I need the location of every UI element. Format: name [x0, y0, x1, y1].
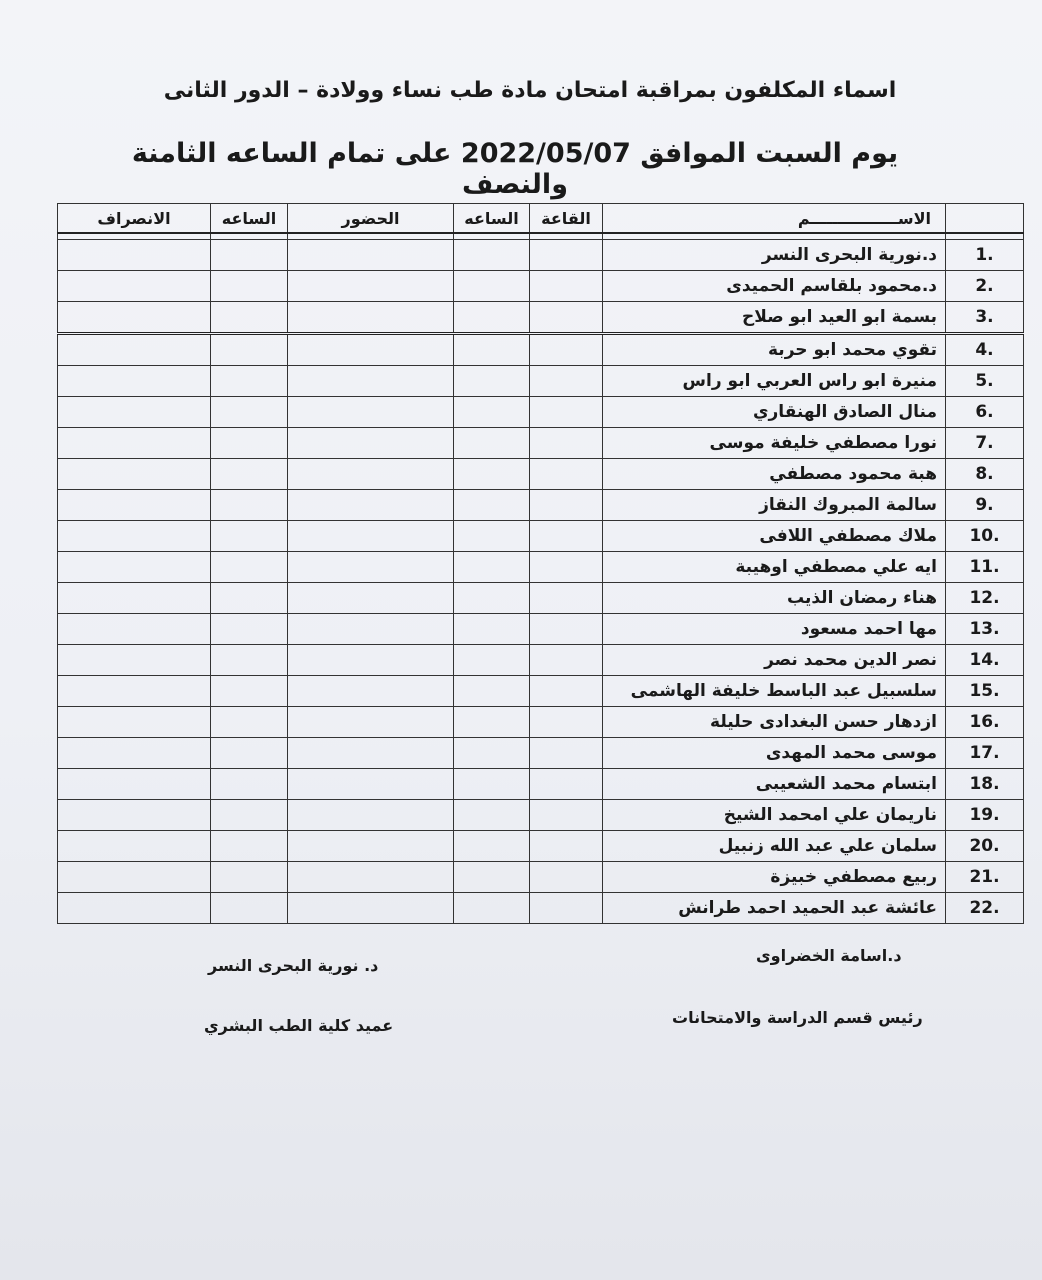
row-hour2-cell — [211, 459, 288, 490]
row-hour2-cell — [211, 240, 288, 271]
table-row — [58, 240, 1024, 271]
row-number: 22. — [946, 893, 1024, 924]
row-number: 12. — [946, 583, 1024, 614]
row-attendance-cell — [288, 366, 454, 397]
row-departure-cell — [58, 490, 211, 521]
row-hall-cell — [530, 521, 603, 552]
row-hour2-cell — [211, 862, 288, 893]
row-hall-cell — [530, 583, 603, 614]
row-hour1-cell — [454, 769, 530, 800]
row-hour1-cell — [454, 302, 530, 334]
row-hour2-cell — [211, 583, 288, 614]
row-attendance-cell — [288, 271, 454, 302]
row-attendance-cell — [288, 738, 454, 769]
row-hall-cell — [530, 366, 603, 397]
row-name: سلمان علي عبد الله زنبيل — [603, 831, 946, 862]
row-attendance-cell — [288, 893, 454, 924]
table-row — [58, 800, 1024, 831]
row-hall-cell — [530, 769, 603, 800]
table-row — [58, 769, 1024, 800]
row-departure-cell — [58, 397, 211, 428]
row-hour2-cell — [211, 800, 288, 831]
row-departure-cell — [58, 302, 211, 334]
table-row — [58, 738, 1024, 769]
row-hour1-cell — [454, 490, 530, 521]
row-hall-cell — [530, 552, 603, 583]
row-attendance-cell — [288, 428, 454, 459]
row-number: 15. — [946, 676, 1024, 707]
row-name: ملاك مصطفي اللافى — [603, 521, 946, 552]
row-hour1-cell — [454, 862, 530, 893]
row-departure-cell — [58, 893, 211, 924]
row-hour1-cell — [454, 397, 530, 428]
row-number: 7. — [946, 428, 1024, 459]
document-subtitle-date: يوم السبت الموافق 2022/05/07 على تمام الساعه الثامنة والنصف — [131, 138, 899, 200]
row-hall-cell — [530, 800, 603, 831]
row-name: نورا مصطفي خليفة موسى — [603, 428, 946, 459]
row-number: 11. — [946, 552, 1024, 583]
col-hour1-header: الساعه — [454, 204, 530, 234]
row-number: 21. — [946, 862, 1024, 893]
row-attendance-cell — [288, 302, 454, 334]
row-name: د.محمود بلقاسم الحميدى — [603, 271, 946, 302]
row-hour1-cell — [454, 240, 530, 271]
table-body — [58, 233, 1024, 924]
row-name: عائشة عبد الحميد احمد طرانش — [603, 893, 946, 924]
row-hour1-cell — [454, 831, 530, 862]
col-name-header: الاســــــــــــــــم — [603, 204, 946, 234]
row-number: 5. — [946, 366, 1024, 397]
row-attendance-cell — [288, 490, 454, 521]
row-hour2-cell — [211, 271, 288, 302]
row-name: هناء رمضان الذيب — [603, 583, 946, 614]
row-hall-cell — [530, 490, 603, 521]
row-departure-cell — [58, 800, 211, 831]
department-head-title: رئيس قسم الدراسة والامتحانات — [672, 1008, 923, 1027]
row-hall-cell — [530, 893, 603, 924]
row-hour1-cell — [454, 583, 530, 614]
row-hall-cell — [530, 271, 603, 302]
row-name: منيرة ابو راس العربي ابو راس — [603, 366, 946, 397]
row-hour2-cell — [211, 893, 288, 924]
table-row — [58, 583, 1024, 614]
row-attendance-cell — [288, 397, 454, 428]
row-attendance-cell — [288, 521, 454, 552]
row-hall-cell — [530, 397, 603, 428]
row-number: 2. — [946, 271, 1024, 302]
row-name: هبة محمود مصطفي — [603, 459, 946, 490]
table-row — [58, 428, 1024, 459]
table-row — [58, 862, 1024, 893]
row-number: 8. — [946, 459, 1024, 490]
row-hall-cell — [530, 676, 603, 707]
table-row — [58, 366, 1024, 397]
table-row — [58, 831, 1024, 862]
row-hall-cell — [530, 428, 603, 459]
row-departure-cell — [58, 769, 211, 800]
row-number: 10. — [946, 521, 1024, 552]
table-row — [58, 521, 1024, 552]
table-row — [58, 490, 1024, 521]
invigilators-table — [57, 203, 1024, 924]
row-departure-cell — [58, 583, 211, 614]
row-departure-cell — [58, 334, 211, 366]
row-name: ابتسام محمد الشعيبى — [603, 769, 946, 800]
row-hour2-cell — [211, 302, 288, 334]
row-departure-cell — [58, 552, 211, 583]
row-name: نصر الدين محمد نصر — [603, 645, 946, 676]
table-row — [58, 552, 1024, 583]
row-hour2-cell — [211, 397, 288, 428]
row-hall-cell — [530, 707, 603, 738]
row-departure-cell — [58, 366, 211, 397]
col-attendance-header: الحضور — [288, 204, 454, 234]
row-hour2-cell — [211, 490, 288, 521]
row-number: 17. — [946, 738, 1024, 769]
row-hall-cell — [530, 614, 603, 645]
table-row — [58, 676, 1024, 707]
row-hour2-cell — [211, 614, 288, 645]
department-head-name: د.اسامة الخضراوى — [756, 946, 902, 965]
row-name: مها احمد مسعود — [603, 614, 946, 645]
row-hall-cell — [530, 738, 603, 769]
row-name: موسى محمد المهدى — [603, 738, 946, 769]
table-row — [58, 645, 1024, 676]
row-name: ربيع مصطفي خبيزة — [603, 862, 946, 893]
row-hall-cell — [530, 831, 603, 862]
row-hour1-cell — [454, 521, 530, 552]
row-departure-cell — [58, 831, 211, 862]
row-name: ازدهار حسن البغدادى حليلة — [603, 707, 946, 738]
row-hall-cell — [530, 862, 603, 893]
row-name: تقوي محمد ابو حربة — [603, 334, 946, 366]
row-name: منال الصادق الهنقاري — [603, 397, 946, 428]
row-hour1-cell — [454, 738, 530, 769]
row-departure-cell — [58, 645, 211, 676]
row-hall-cell — [530, 459, 603, 490]
row-attendance-cell — [288, 769, 454, 800]
table-row — [58, 397, 1024, 428]
row-hour1-cell — [454, 552, 530, 583]
row-hour1-cell — [454, 893, 530, 924]
row-hour2-cell — [211, 552, 288, 583]
row-hour1-cell — [454, 707, 530, 738]
row-hour1-cell — [454, 428, 530, 459]
row-attendance-cell — [288, 800, 454, 831]
row-hour1-cell — [454, 800, 530, 831]
row-attendance-cell — [288, 334, 454, 366]
dean-name: د. نورية البحرى النسر — [208, 956, 379, 975]
row-number: 13. — [946, 614, 1024, 645]
row-hour1-cell — [454, 676, 530, 707]
row-hour2-cell — [211, 831, 288, 862]
table-row — [58, 893, 1024, 924]
row-hour1-cell — [454, 459, 530, 490]
row-departure-cell — [58, 707, 211, 738]
row-hour1-cell — [454, 271, 530, 302]
row-hour2-cell — [211, 428, 288, 459]
table-header-row — [58, 204, 1024, 234]
row-hall-cell — [530, 302, 603, 334]
row-name: سلسبيل عبد الباسط خليفة الهاشمى — [603, 676, 946, 707]
row-hall-cell — [530, 645, 603, 676]
row-departure-cell — [58, 676, 211, 707]
row-hall-cell — [530, 334, 603, 366]
dean-title: عميد كلية الطب البشري — [204, 1016, 394, 1035]
row-hour1-cell — [454, 645, 530, 676]
row-number: 9. — [946, 490, 1024, 521]
row-attendance-cell — [288, 707, 454, 738]
row-attendance-cell — [288, 583, 454, 614]
col-hall-header: القاعة — [530, 204, 603, 234]
row-name: د.نورية البحرى النسر — [603, 240, 946, 271]
row-hour1-cell — [454, 614, 530, 645]
table-row — [58, 614, 1024, 645]
row-number: 20. — [946, 831, 1024, 862]
row-departure-cell — [58, 521, 211, 552]
row-number: 16. — [946, 707, 1024, 738]
row-hour2-cell — [211, 334, 288, 366]
col-departure-header: الانصراف — [58, 204, 211, 234]
table-row — [58, 302, 1024, 334]
table-row — [58, 271, 1024, 302]
row-hour2-cell — [211, 645, 288, 676]
table-row — [58, 334, 1024, 366]
row-departure-cell — [58, 271, 211, 302]
document-title: اسماء المكلفون بمراقبة امتحان مادة طب نساء وولادة – الدور الثانى — [163, 78, 897, 103]
row-attendance-cell — [288, 831, 454, 862]
row-hour1-cell — [454, 334, 530, 366]
row-attendance-cell — [288, 676, 454, 707]
row-hour2-cell — [211, 521, 288, 552]
row-attendance-cell — [288, 240, 454, 271]
row-hour2-cell — [211, 769, 288, 800]
row-departure-cell — [58, 459, 211, 490]
row-name: بسمة ابو العيد ابو صلاح — [603, 302, 946, 334]
row-hour2-cell — [211, 676, 288, 707]
col-number-header — [946, 204, 1024, 234]
row-attendance-cell — [288, 614, 454, 645]
table-row — [58, 707, 1024, 738]
row-departure-cell — [58, 240, 211, 271]
row-departure-cell — [58, 738, 211, 769]
row-departure-cell — [58, 862, 211, 893]
row-number: 19. — [946, 800, 1024, 831]
row-hour2-cell — [211, 707, 288, 738]
row-number: 4. — [946, 334, 1024, 366]
row-number: 3. — [946, 302, 1024, 334]
row-name: سالمة المبروك النقاز — [603, 490, 946, 521]
row-hour2-cell — [211, 738, 288, 769]
row-hall-cell — [530, 240, 603, 271]
row-attendance-cell — [288, 645, 454, 676]
row-departure-cell — [58, 428, 211, 459]
row-attendance-cell — [288, 552, 454, 583]
table-row — [58, 459, 1024, 490]
row-hour1-cell — [454, 366, 530, 397]
row-number: 14. — [946, 645, 1024, 676]
row-departure-cell — [58, 614, 211, 645]
row-number: 6. — [946, 397, 1024, 428]
row-number: 1. — [946, 240, 1024, 271]
row-name: ناريمان علي امحمد الشيخ — [603, 800, 946, 831]
row-number: 18. — [946, 769, 1024, 800]
row-name: ايه علي مصطفي اوهيبة — [603, 552, 946, 583]
col-hour2-header: الساعه — [211, 204, 288, 234]
row-attendance-cell — [288, 459, 454, 490]
row-attendance-cell — [288, 862, 454, 893]
row-hour2-cell — [211, 366, 288, 397]
